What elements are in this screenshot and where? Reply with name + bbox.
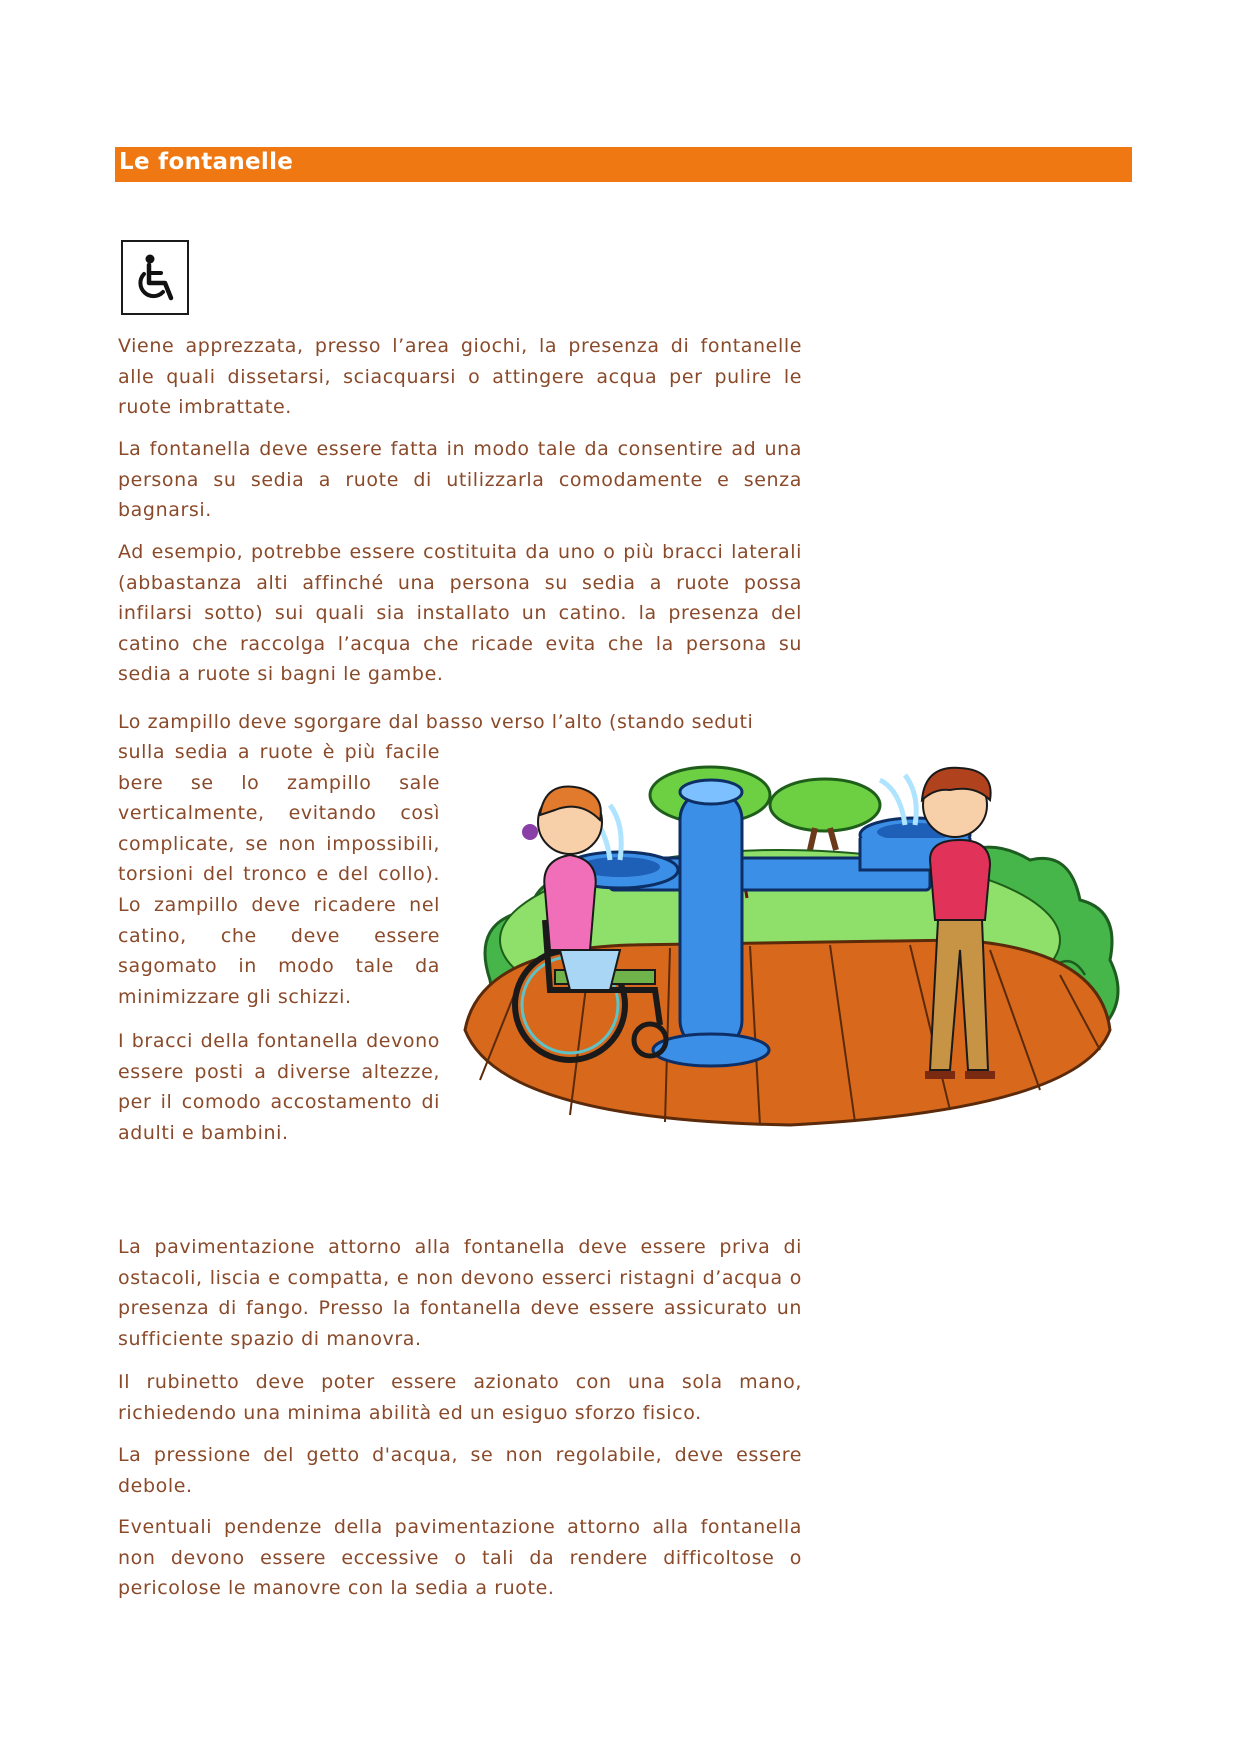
- paragraph-7: Il rubinetto deve poter essere azionato con una sola mano, richiedendo una minima abilità ed un esiguo sforzo fisico.: [118, 1371, 802, 1424]
- paragraph-4-body: sulla sedia a ruote è più facile bere se lo zampillo sale verticalmente, evitando così complicate, se non impossibili, torsioni del tronco e del collo). Lo zampillo deve ricadere nel catino, che deve essere sagomato in modo tale da minimizzare gli schizzi.: [118, 741, 440, 1008]
- section-header-bar: [115, 147, 1132, 182]
- wheelchair-icon: [133, 254, 179, 304]
- paragraph-1: Viene apprezzata, presso l’area giochi, la presenza di fontanelle alle quali dissetarsi, sciacquarsi o attingere acqua per pulire le ruote imbrattate.: [118, 335, 802, 419]
- paragraph-6: La pavimentazione attorno alla fontanella deve essere priva di ostacoli, liscia e compatta, e non devono esserci ristagni d’acqua o presenza di fango. Presso la fontanella deve essere assicurato un sufficiente spazio di manovra.: [118, 1236, 802, 1350]
- fountain-illustration: [460, 750, 1120, 1160]
- accessibility-badge: [121, 240, 189, 315]
- paragraph-4-intro: Lo zampillo deve sgorgare dal basso verso l’alto (stando seduti: [118, 711, 754, 733]
- paragraph-2: La fontanella deve essere fatta in modo tale da consentire ad una persona su sedia a ruote di utilizzarla comodamente e senza bagnarsi.: [118, 438, 802, 522]
- section-title: Le fontanelle: [119, 149, 294, 175]
- paragraph-3: Ad esempio, potrebbe essere costituita da uno o più bracci laterali (abbastanza alti affinché una persona su sedia a ruote possa infilarsi sotto) sui quali sia installato un catino. la presenza del catino che raccolga l’acqua che ricade evita che la persona su sedia a ruote si bagni le gambe.: [118, 541, 802, 686]
- paragraph-9: Eventuali pendenze della pavimentazione attorno alla fontanella non devono essere eccessive o tali da rendere difficoltose o pericolose le manovre con la sedia a ruote.: [118, 1516, 802, 1600]
- paragraph-8: La pressione del getto d'acqua, se non regolabile, deve essere debole.: [118, 1444, 802, 1497]
- paragraph-5: I bracci della fontanella devono essere posti a diverse altezze, per il comodo accostamento di adulti e bambini.: [118, 1030, 440, 1144]
